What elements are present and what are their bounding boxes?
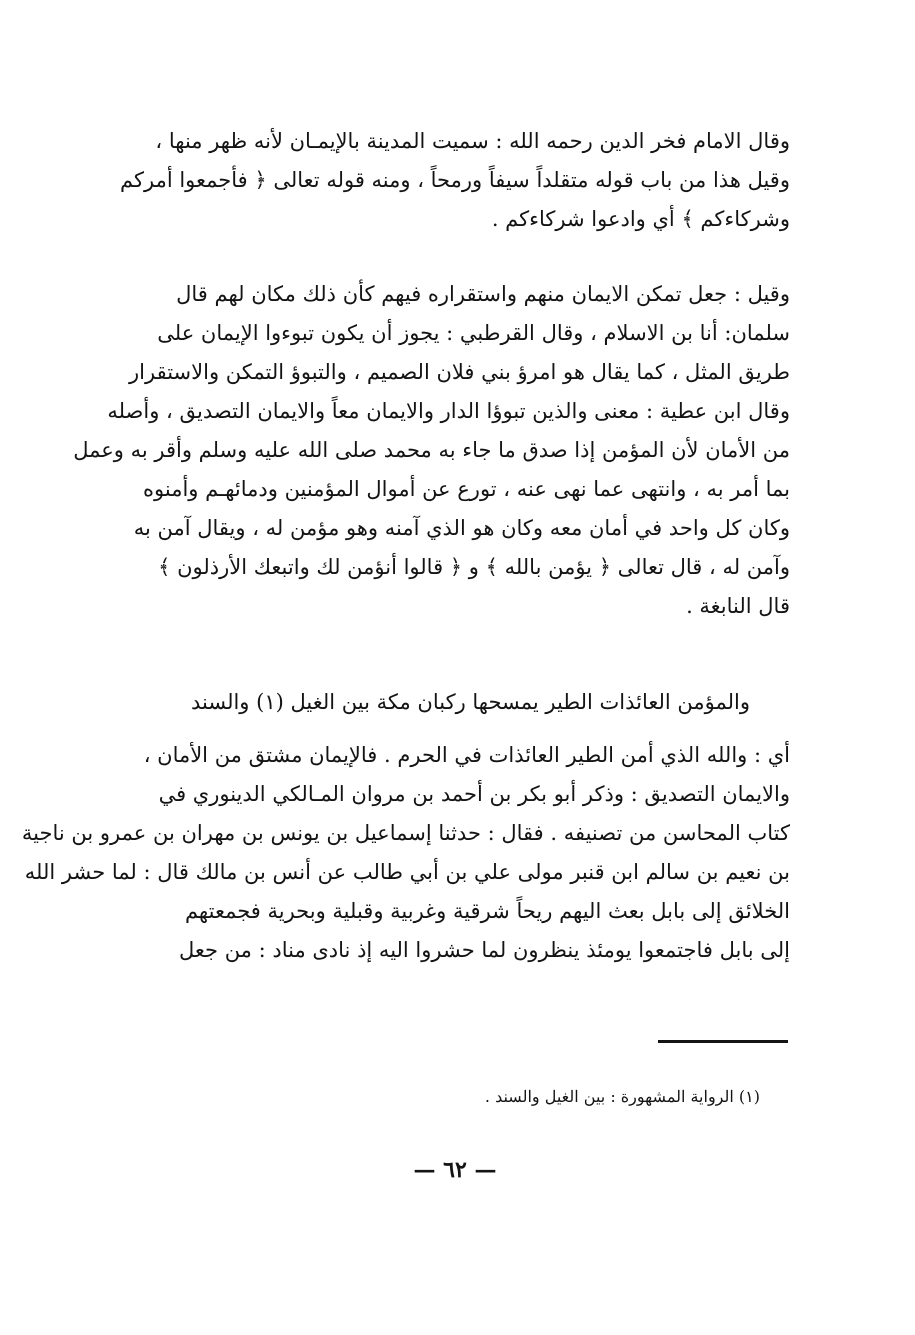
paragraph-line: إلى بابل فاجتمعوا يومئذ ينظرون لما حشروا اليه إذ نادى مناد : من جعل xyxy=(179,938,790,962)
paragraph-3 xyxy=(21,736,790,970)
paragraph-line: بن نعيم بن سالم ابن قنبر مولى علي بن أبي طالب عن أنس بن مالك قال : لما حشر الله xyxy=(24,860,790,884)
poetry-verse xyxy=(150,683,750,722)
paragraph-line: سلمان: أنا بن الاسلام ، وقال القرطبي : يجوز أن يكون تبوءوا الإيمان على xyxy=(157,321,790,345)
paragraph-2 xyxy=(73,275,790,626)
paragraph-line: قال النابغة . xyxy=(686,594,790,618)
paragraph-line: وشركاءكم ﴾ أي وادعوا شركاءكم . xyxy=(491,207,790,231)
paragraph-line: طريق المثل ، كما يقال هو امرؤ بني فلان الصميم ، والتبوؤ التمكن والاستقرار xyxy=(129,360,790,384)
paragraph-line: وقال ابن عطية : معنى والذين تبوؤا الدار والايمان معاً والايمان التصديق ، وأصله xyxy=(107,399,790,423)
verse-second-hemistich xyxy=(191,683,466,722)
paragraph-line: والايمان التصديق : وذكر أبو بكر بن أحمد بن مروان المـالكي الدينوري في xyxy=(158,782,790,806)
paragraph-line: وقيل : جعل تمكن الايمان منهم واستقراره فيهم كأن ذلك مكان لهم قال xyxy=(176,282,790,306)
page-number: — ٦٢ — xyxy=(413,1157,497,1183)
paragraph-line: كتاب المحاسن من تصنيفه . فقال : حدثنا إسماعيل بن يونس بن مهران بن عمرو بن ناجية xyxy=(21,821,790,845)
paragraph-line: وقيل هذا من باب قوله متقلداً سيفاً ورمحاً ، ومنه قوله تعالى ﴿ فأجمعوا أمركم xyxy=(120,168,790,192)
paragraph-line: من الأمان لأن المؤمن إذا صدق ما جاء به محمد صلى الله عليه وسلم وأقر به وعمل xyxy=(73,438,790,462)
paragraph-line: وقال الامام فخر الدين رحمه الله : سميت المدينة بالإيمـان لأنه ظهر منها ، xyxy=(155,129,790,153)
verse-second-hemistich-text: ركبان مكة بين الغيل xyxy=(290,690,466,714)
footnote: (١) الرواية المشهورة : بين الغيل والسند . xyxy=(484,1087,760,1106)
paragraph-line: وكان كل واحد في أمان معه وكان هو الذي آمنه وهو مؤمن له ، ويقال آمن به xyxy=(133,516,790,540)
paragraph-line: أي : والله الذي أمن الطير العائذات في الحرم . فالإيمان مشتق من الأمان ، xyxy=(143,743,790,767)
footnote-marker: (١) xyxy=(256,690,284,714)
footnote-divider xyxy=(658,1040,788,1043)
paragraph-1 xyxy=(100,122,790,239)
paragraph-line: وآمن له ، قال تعالى ﴿ يؤمن بالله ﴾ و ﴿ قالوا أنؤمن لك واتبعك الأرذلون ﴾ xyxy=(158,555,790,579)
verse-first-hemistich: والمؤمن العائذات الطير يمسحها xyxy=(472,690,750,714)
verse-ending: والسند xyxy=(190,690,250,714)
paragraph-line: بما أمر به ، وانتهى عما نهى عنه ، تورع عن أموال المؤمنين ودمائهـم وأمنوه xyxy=(143,477,790,501)
paragraph-line: الخلائق إلى بابل بعث اليهم ريحاً شرقية وغربية وقبلية وبحرية فجمعتهم xyxy=(184,899,790,923)
